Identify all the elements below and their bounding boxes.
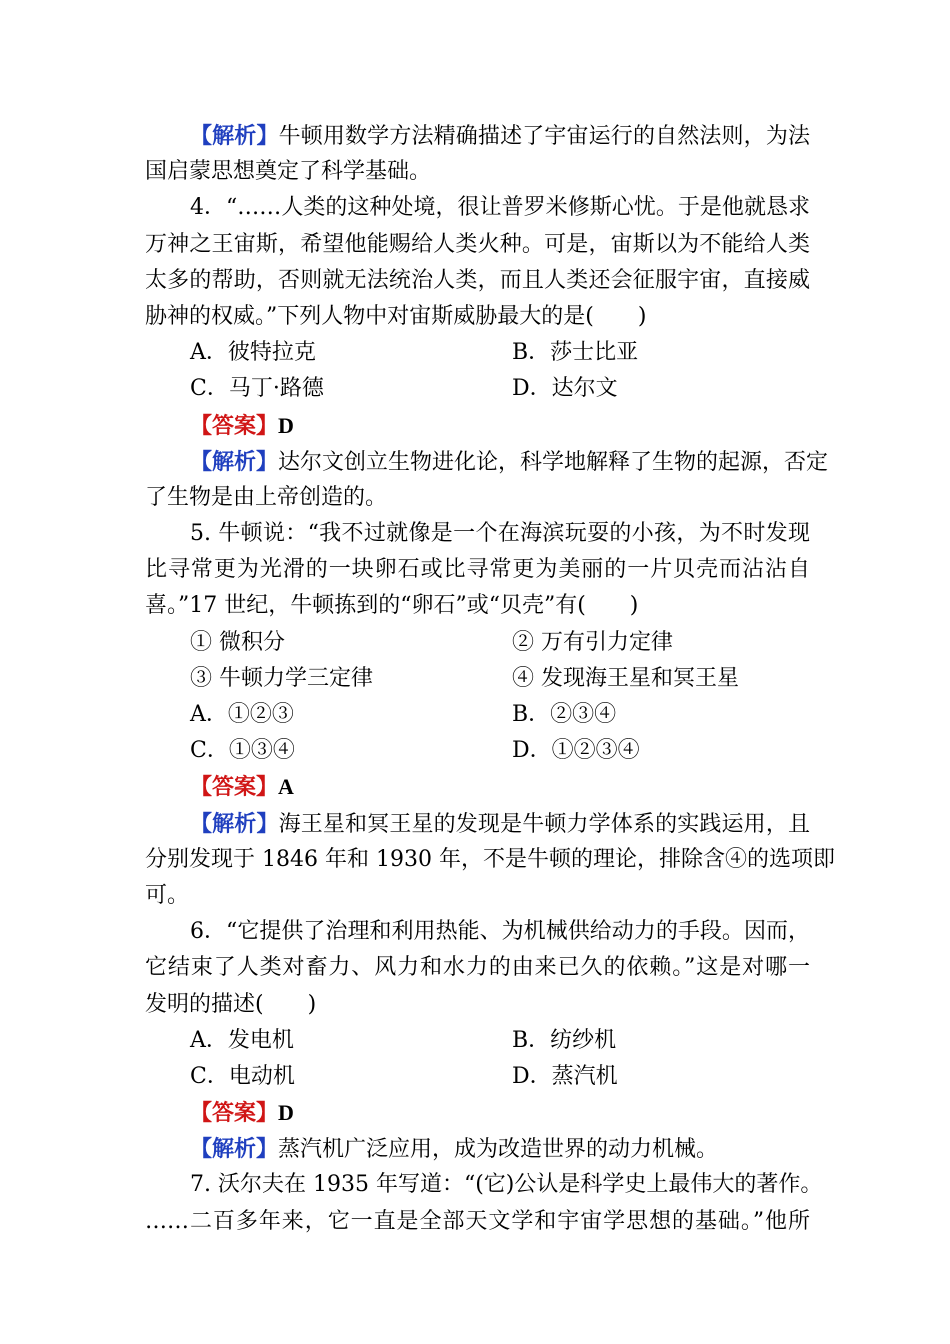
question-6-options-row bbox=[145, 1023, 810, 1059]
question-7-line: ……二百多年来，它一直是全部天文学和宇宙学思想的基础。”他所 bbox=[145, 1208, 810, 1234]
document-page bbox=[145, 118, 835, 1240]
question-4-options-row bbox=[145, 335, 810, 371]
option-b: B．②③④ bbox=[512, 702, 617, 727]
option-c: C．①③④ bbox=[190, 738, 295, 764]
explanation-text: 达尔文创立生物进化论，科学地解释了生物的起源，否定 bbox=[278, 449, 829, 475]
answer-line bbox=[145, 408, 810, 444]
question-5-options-row bbox=[145, 733, 810, 769]
explanation-text: 蒸汽机广泛应用，成为改造世界的动力机械。 bbox=[278, 1137, 719, 1163]
question-7-line: 7. 沃尔夫在 1935 年写道：“(它)公认是科学史上最伟大的著作。 bbox=[190, 1172, 823, 1198]
question-6-options-row bbox=[145, 1059, 810, 1095]
question-6-line: 发明的描述( ) bbox=[145, 991, 317, 1017]
explanation-line bbox=[145, 118, 810, 154]
question-4-line: 4．“……人类的这种处境，很让普罗米修斯心忧。于是他就恳求 bbox=[190, 195, 810, 221]
option-b: B．莎士比亚 bbox=[512, 340, 639, 366]
question-4-line: 太多的帮助，否则就无法统治人类，而且人类还会征服宇宙，直接威 bbox=[145, 267, 810, 293]
text-line: 分别发现于 1846 年和 1930 年，不是牛顿的理论，排除含④的选项即 bbox=[145, 846, 835, 872]
answer-value: D bbox=[278, 1100, 294, 1126]
item-1: ① 微积分 bbox=[190, 629, 285, 655]
question-5-line: 比寻常更为光滑的一块卵石或比寻常更为美丽的一片贝壳而沾沾自 bbox=[145, 557, 810, 583]
explanation-tag: 【解析】 bbox=[190, 1136, 279, 1163]
explanation-line bbox=[145, 444, 829, 480]
question-5-line: 5. 牛顿说：“我不过就像是一个在海滨玩耍的小孩，为不时发现 bbox=[190, 521, 810, 547]
question-5-items-row bbox=[145, 661, 810, 697]
answer-line bbox=[145, 769, 810, 805]
question-4-options-row bbox=[145, 371, 810, 407]
question-5-line: 喜。”17 世纪，牛顿拣到的“卵石”或“贝壳”有( ) bbox=[145, 593, 639, 619]
option-a: A．发电机 bbox=[190, 1027, 294, 1053]
text-line: 可。 bbox=[145, 882, 190, 908]
option-d: D．蒸汽机 bbox=[512, 1063, 618, 1089]
explanation-text: 牛顿用数学方法精确描述了宇宙运行的自然法则，为法 bbox=[278, 124, 810, 149]
explanation-tag: 【解析】 bbox=[190, 123, 279, 149]
item-3: ③ 牛顿力学三定律 bbox=[190, 665, 373, 691]
question-6-line: 它结束了人类对畜力、风力和水力的由来已久的依赖。”这是对哪一 bbox=[145, 955, 810, 981]
text-line: 国启蒙思想奠定了科学基础。 bbox=[145, 159, 432, 185]
option-a: A．彼特拉克 bbox=[190, 340, 316, 366]
question-5-items-row bbox=[145, 625, 810, 661]
explanation-tag: 【解析】 bbox=[190, 810, 279, 837]
answer-line bbox=[145, 1095, 810, 1131]
answer-value: D bbox=[278, 412, 294, 438]
option-b: B．纺纱机 bbox=[512, 1027, 617, 1053]
answer-tag: 【答案】 bbox=[190, 774, 279, 801]
explanation-line bbox=[145, 1131, 810, 1167]
option-d: D．达尔文 bbox=[512, 376, 618, 402]
option-d: D．①②③④ bbox=[512, 738, 640, 764]
question-6-line: 6．“它提供了治理和利用热能、为机械供给动力的手段。因而， bbox=[190, 919, 810, 945]
explanation-text: 海王星和冥王星的发现是牛顿力学体系的实践运用，且 bbox=[278, 811, 810, 837]
text-line: 了生物是由上帝创造的。 bbox=[145, 484, 388, 510]
question-4-line: 胁神的权威。”下列人物中对宙斯威胁最大的是( ) bbox=[145, 303, 647, 329]
answer-tag: 【答案】 bbox=[190, 412, 279, 439]
question-4-line: 万神之王宙斯，希望他能赐给人类火种。可是，宙斯以为不能给人类 bbox=[145, 231, 810, 257]
explanation-line bbox=[145, 806, 810, 842]
option-a: A．①②③ bbox=[190, 702, 294, 727]
question-5-options-row bbox=[145, 697, 810, 733]
option-c: C．马丁·路德 bbox=[190, 376, 324, 402]
option-c: C．电动机 bbox=[190, 1063, 295, 1089]
explanation-tag: 【解析】 bbox=[190, 448, 279, 475]
answer-tag: 【答案】 bbox=[190, 1100, 279, 1127]
item-2: ② 万有引力定律 bbox=[512, 629, 673, 655]
item-4: ④ 发现海王星和冥王星 bbox=[512, 665, 739, 691]
answer-value: A bbox=[278, 774, 294, 800]
